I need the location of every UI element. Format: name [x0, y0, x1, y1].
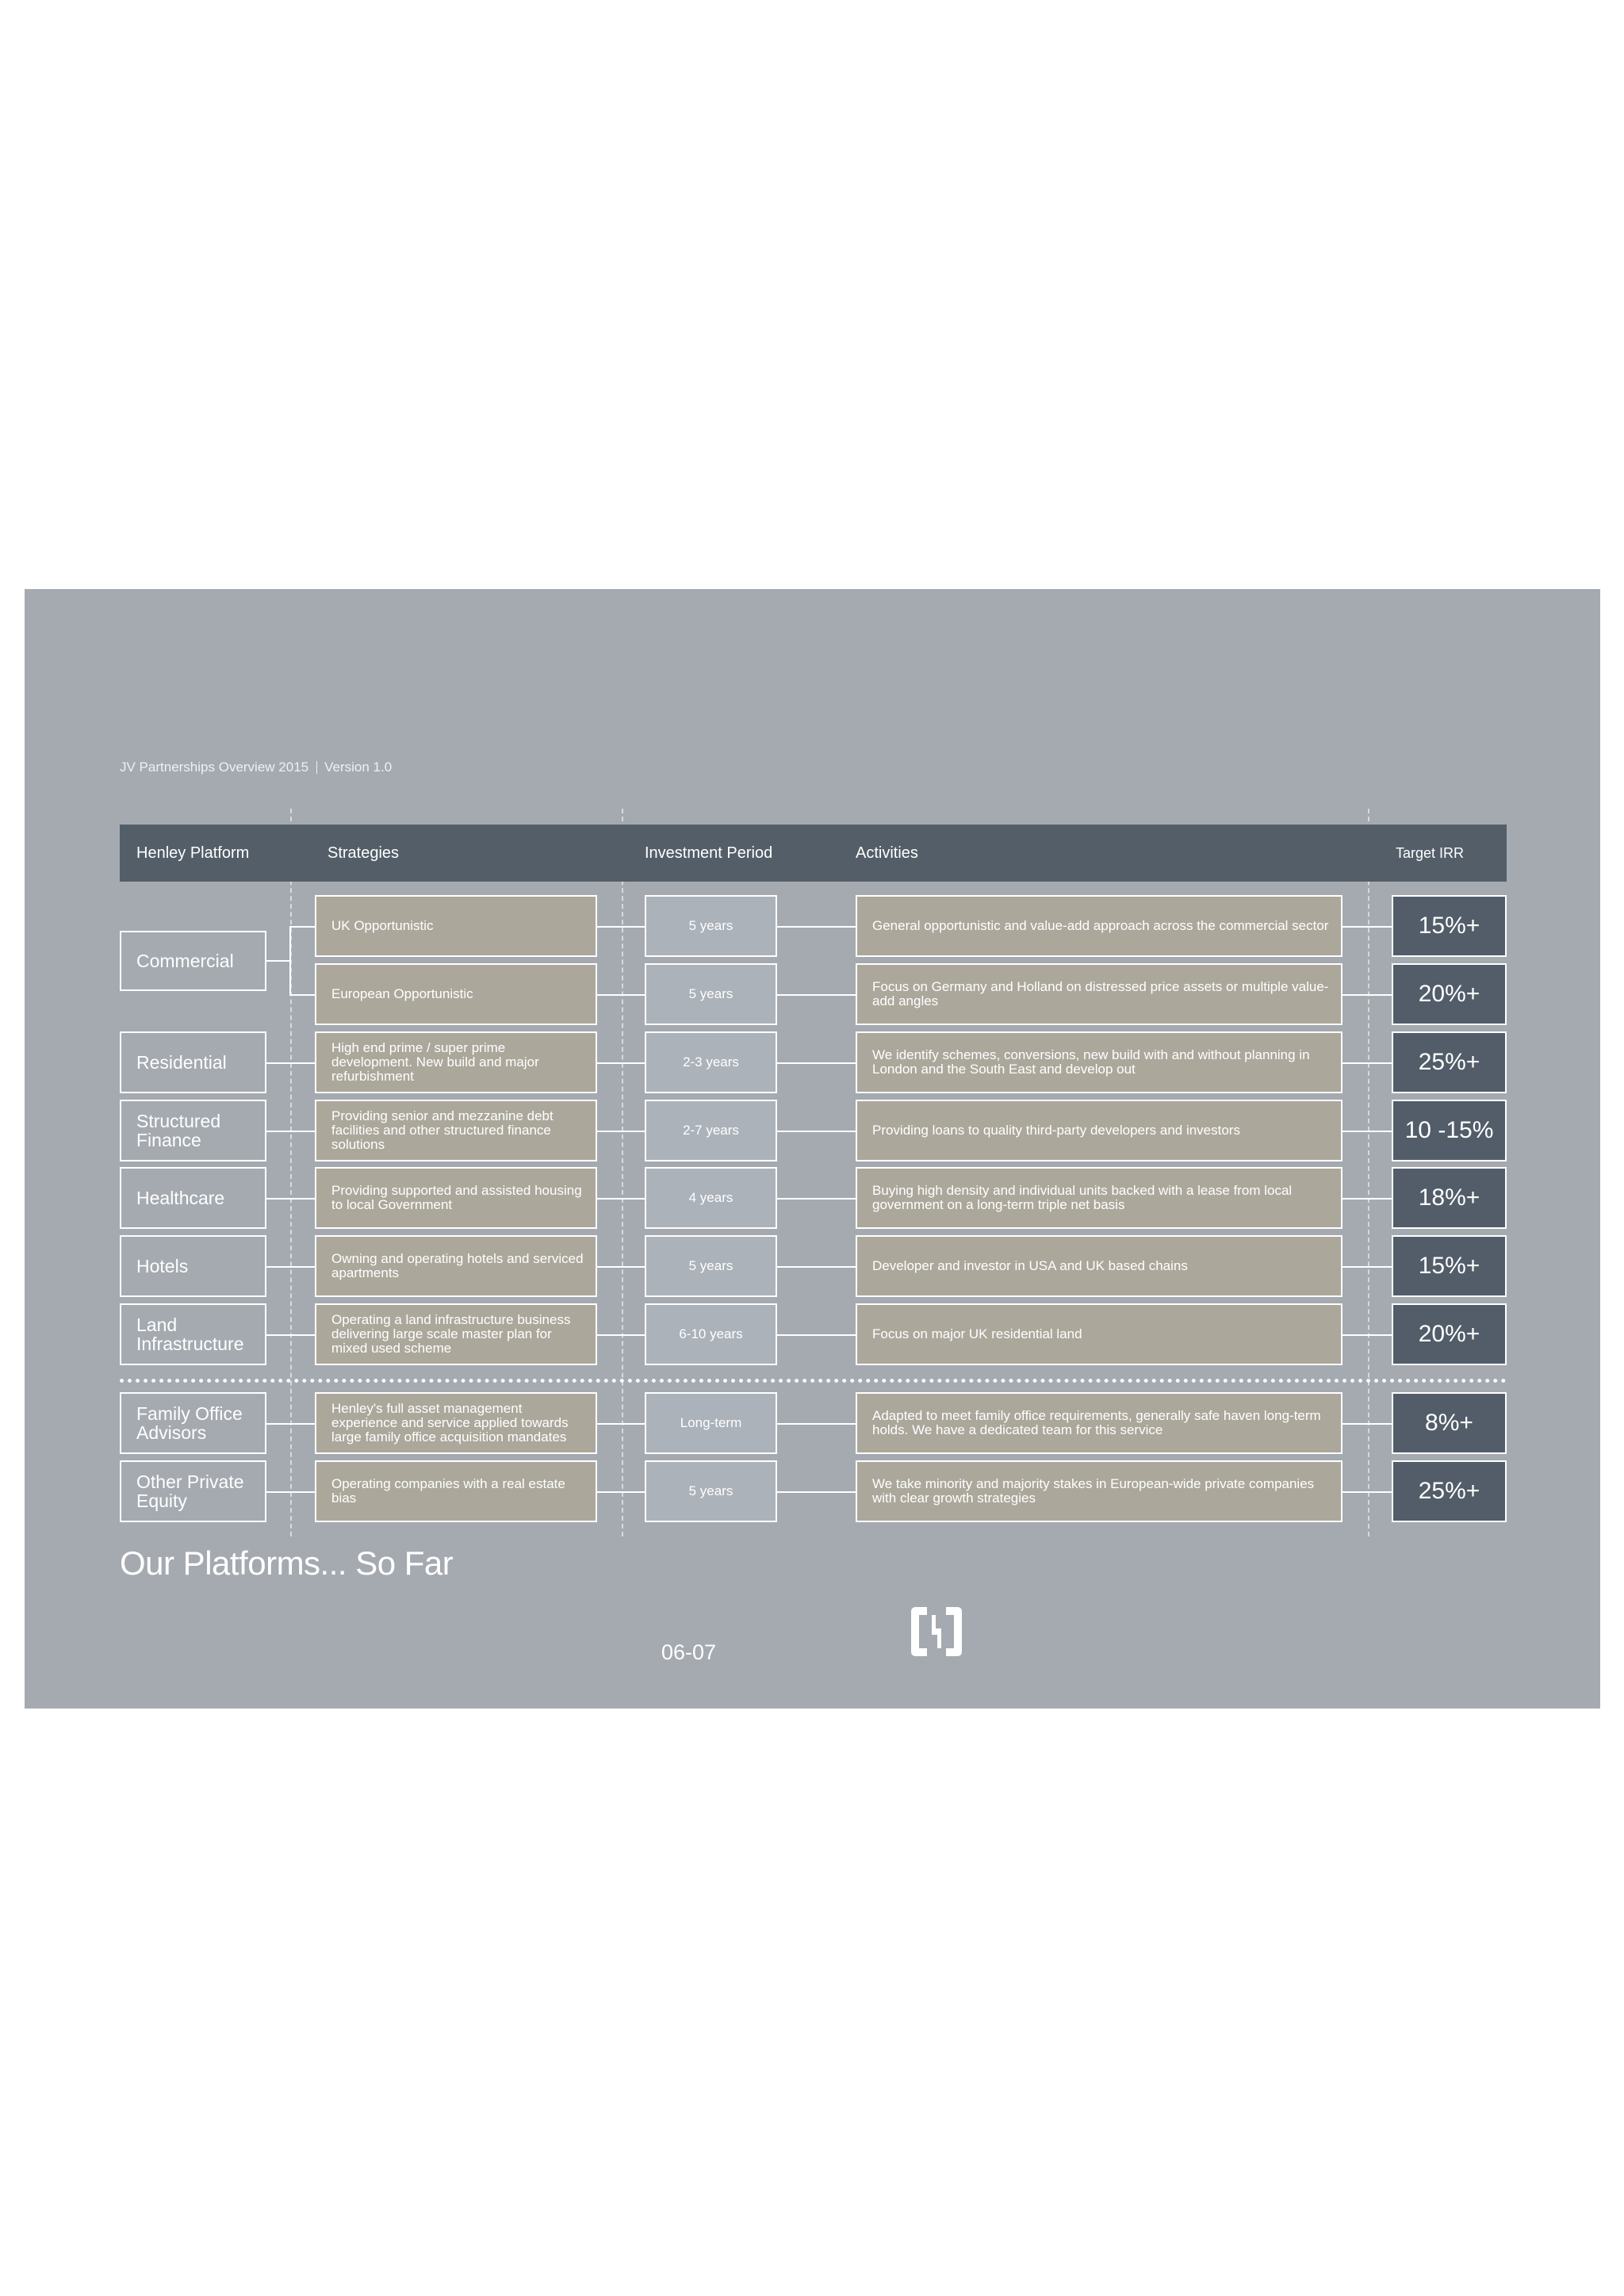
strategy-other-private-equity: Operating companies with a real estate bias [315, 1460, 597, 1522]
activity-land-infrastructure: Focus on major UK residential land [856, 1303, 1342, 1365]
activity-structured-finance: Providing loans to quality third-party developers and investors [856, 1100, 1342, 1161]
connector-line [1342, 1334, 1392, 1336]
connector-line [266, 1198, 315, 1200]
column-header-investment-period: Investment Period [645, 844, 773, 862]
column-header-strategies: Strategies [327, 844, 400, 862]
column-header-activities: Activities [856, 844, 918, 862]
connector-line [777, 1266, 856, 1268]
strategy-family-office-advisors: Henley's full asset management experience and service applied towards large family office acquisition mandates [315, 1392, 597, 1454]
connector-line [597, 1198, 645, 1200]
strategy-residential: High end prime / super prime development. New build and major refurbishment [315, 1031, 597, 1093]
connector-line [1342, 1491, 1392, 1493]
connector-line [289, 926, 315, 928]
irr-structured-finance: 10 -15% [1392, 1100, 1507, 1161]
henley-h-logo-icon [910, 1605, 963, 1658]
irr-hotels: 15%+ [1392, 1235, 1507, 1297]
irr-land-infrastructure: 20%+ [1392, 1303, 1507, 1365]
period-commercial-european: 5 years [645, 963, 777, 1025]
connector-line [777, 1131, 856, 1132]
connector-line [266, 1062, 315, 1064]
connector-line [777, 1198, 856, 1200]
strategy-healthcare: Providing supported and assisted housing to local Government [315, 1167, 597, 1229]
connector-line [777, 1423, 856, 1425]
period-land-infrastructure: 6-10 years [645, 1303, 777, 1365]
strategy-hotels: Owning and operating hotels and serviced apartments [315, 1235, 597, 1297]
connector-line [1342, 1198, 1392, 1200]
connector-line [1342, 1423, 1392, 1425]
connector-line [597, 1423, 645, 1425]
strategy-land-infrastructure: Operating a land infrastructure business delivering large scale master plan for mixed used scheme [315, 1303, 597, 1365]
irr-healthcare: 18%+ [1392, 1167, 1507, 1229]
irr-commercial-uk: 15%+ [1392, 895, 1507, 957]
irr-family-office-advisors: 8%+ [1392, 1392, 1507, 1454]
column-divider [290, 809, 292, 1536]
period-healthcare: 4 years [645, 1167, 777, 1229]
irr-commercial-european: 20%+ [1392, 963, 1507, 1025]
activity-family-office-advisors: Adapted to meet family office requirements, generally safe haven long-term holds. We have a dedicated team for this service [856, 1392, 1342, 1454]
activity-hotels: Developer and investor in USA and UK based chains [856, 1235, 1342, 1297]
connector-line [777, 1062, 856, 1064]
connector-line [597, 994, 645, 996]
connector-line [777, 1491, 856, 1493]
activity-commercial-uk: General opportunistic and value-add approach across the commercial sector [856, 895, 1342, 957]
connector-line [597, 1062, 645, 1064]
connector-line [266, 1131, 315, 1132]
connector-line [266, 1491, 315, 1493]
document-title: JV Partnerships Overview 2015 [120, 760, 309, 775]
connector-line [1342, 926, 1392, 928]
connector-line [289, 926, 291, 995]
column-header-platform: Henley Platform [136, 844, 250, 862]
connector-line [597, 926, 645, 928]
page-title: Our Platforms... So Far [120, 1544, 454, 1582]
connector-line [1342, 1131, 1392, 1132]
irr-other-private-equity: 25%+ [1392, 1460, 1507, 1522]
connector-line [777, 926, 856, 928]
connector-line [597, 1131, 645, 1132]
strategy-structured-finance: Providing senior and mezzanine debt facilities and other structured finance solutions [315, 1100, 597, 1161]
connector-line [266, 960, 290, 962]
activity-healthcare: Buying high density and individual units backed with a lease from local government on a long-term triple net basis [856, 1167, 1342, 1229]
connector-line [289, 994, 315, 996]
period-residential: 2-3 years [645, 1031, 777, 1093]
column-divider [622, 809, 623, 1536]
platform-family-office-advisors: Family Office Advisors [120, 1392, 266, 1454]
connector-line [1342, 1062, 1392, 1064]
irr-residential: 25%+ [1392, 1031, 1507, 1093]
platform-land-infrastructure: Land Infrastructure [120, 1303, 266, 1365]
activity-commercial-european: Focus on Germany and Holland on distressed price assets or multiple value-add angles [856, 963, 1342, 1025]
period-structured-finance: 2-7 years [645, 1100, 777, 1161]
header-separator [316, 761, 317, 774]
column-header-target-irr: Target IRR [1396, 845, 1465, 861]
document-version: Version 1.0 [324, 760, 393, 775]
platform-commercial: Commercial [120, 931, 266, 991]
column-divider [1368, 809, 1369, 1536]
period-family-office-advisors: Long-term [645, 1392, 777, 1454]
connector-line [266, 1266, 315, 1268]
platform-healthcare: Healthcare [120, 1167, 266, 1229]
connector-line [1342, 1266, 1392, 1268]
platform-other-private-equity: Other Private Equity [120, 1460, 266, 1522]
strategy-european-opportunistic: European Opportunistic [315, 963, 597, 1025]
connector-line [1342, 994, 1392, 996]
activity-other-private-equity: We take minority and majority stakes in European-wide private companies with clear growth strategies [856, 1460, 1342, 1522]
platform-hotels: Hotels [120, 1235, 266, 1297]
strategy-uk-opportunistic: UK Opportunistic [315, 895, 597, 957]
platform-structured-finance: Structured Finance [120, 1100, 266, 1161]
activity-residential: We identify schemes, conversions, new build with and without planning in London and the South East and develop out [856, 1031, 1342, 1093]
connector-line [777, 994, 856, 996]
platform-residential: Residential [120, 1031, 266, 1093]
slide-page [25, 589, 1600, 1709]
period-other-private-equity: 5 years [645, 1460, 777, 1522]
connector-line [597, 1266, 645, 1268]
document-header [120, 760, 392, 775]
connector-line [777, 1334, 856, 1336]
connector-line [597, 1491, 645, 1493]
period-commercial-uk: 5 years [645, 895, 777, 957]
page-number: 06-07 [661, 1640, 717, 1664]
connector-line [597, 1334, 645, 1336]
connector-line [266, 1423, 315, 1425]
period-hotels: 5 years [645, 1235, 777, 1297]
section-separator [120, 1379, 1507, 1383]
connector-line [266, 1334, 315, 1336]
